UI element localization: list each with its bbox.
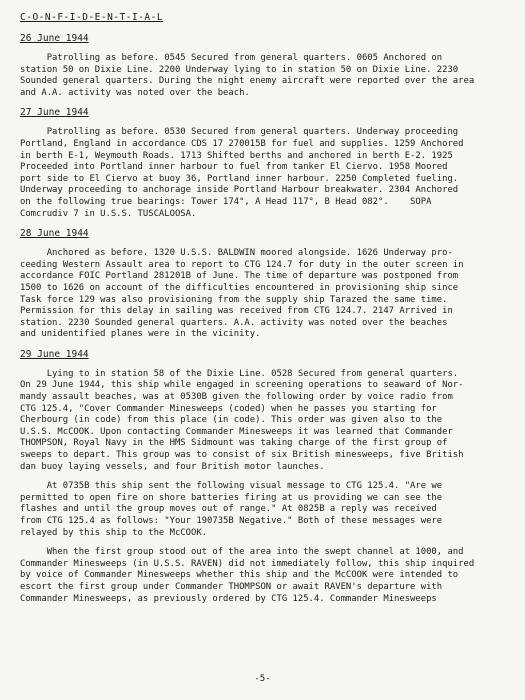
entry-paragraph: Patrolling as before. 0545 Secured from general quarters. 0605 Anchored on station 50 on Dixie Line. 2200 Underway lying to in station 50 on Dixie Line. 2230 Sounded general quarters. During the night enemy aircraft were reported over the area and A.A. activity was noted over the beach.: [20, 53, 475, 98]
entry-paragraph: Lying to in station 58 of the Dixie Line. 0528 Secured from general quarters. On 29 June 1944, this ship while engaged in screening operations to seaward of Nor- mandy assault beaches, was at 0530B given the following order by voice radio from CTG 125.4, "Cover Commander Minesweeps (coded) when he passes you starting for Cherbourg (in code) from this place (in code). This order was given also to the U.S.S. McCOOK. Upon contacting Commander Minesweeps it was learned that Commander THOMPSON, Royal Navy in the HMS Sidmount was taking charge of the first group of sweeps to depart. This group was to consist of six British minesweeps, five British dan buoy laying vessels, and four British motor launches.: [20, 368, 464, 472]
entry-paragraph: When the first group stood out of the area into the swept channel at 1000, and Commander Minesweeps (in U.S.S. RAVEN) did not immediately follow, this ship inquired by voice of Commander Minesweeps whether this ship and the McCOOK were intended to escort the first group under Commander THOMPSON or await RAVEN's departure with Commander Minesweeps, as previously ordered by CTG 125.4. Commander Minesweeps: [20, 547, 475, 604]
entry-paragraph: Patrolling as before. 0530 Secured from general quarters. Underway proceeding Portland, England in accordance CDS 17 270015B for fuel and supplies. 1259 Anchored in berth E-1, Weymouth Roads. 1713 Shifted berths and anchored in berth E-2. 1925 Proceeded into Portland inner harbour to fuel from tanker El Ciervo. 1958 Moored port side to El Ciervo at buoy 36, Portland inner harbour. 2250 Completed fueling. Underway proceeding to anchorage inside Portland Harbour breakwater. 2304 Anchored on the following true bearings: Tower 174°, A Head 117°, B Head 082°. SOPA Comcrudiv 7 in U.S.S. TUSCALOOSA.: [20, 127, 464, 219]
log-entry-26-june: [20, 33, 499, 99]
entry-date: 27 June 1944: [20, 107, 89, 119]
log-entry-27-june: [20, 107, 499, 220]
log-entry-28-june: [20, 228, 499, 341]
entry-paragraph: Anchored as before. 1320 U.S.S. BALDWIN moored alongside. 1626 Underway pro- ceeding Western Assault area to report to CTG 124.7 for duty in the outer screen in accordance FOIC Portland 281201B of June. The time of departure was postponed from 1500 to 1626 on account of the difficulties encountered in provisioning ship since Task force 129 was also provisioning from the supply ship Tarazed the same time. Permission for this delay in sailing was received from CTG 124.7. 2147 Arrived in station. 2230 Sounded general quarters. A.A. activity was noted over the beaches and unidentified planes were in the vicinity.: [20, 248, 464, 340]
log-entry-29-june: [20, 349, 499, 605]
entry-date: 26 June 1944: [20, 33, 89, 44]
page-number: -5-: [254, 674, 271, 684]
entry-paragraph: At 0735B this ship sent the following visual message to CTG 125.4. "Are we permitted to open fire on shore batteries firing at us providing we can see the flashes and until the group moves out of range." At 0825B a reply was received from CTG 125.4 as follows: "Your 190735B Negative." Both of these messages were relayed by this ship to the McCOOK.: [20, 481, 443, 538]
entry-date: 29 June 1944: [20, 348, 89, 360]
classification-header: C-O-N-F-I-D-E-N-T-I-A-L: [20, 12, 164, 23]
entry-date: 28 June 1944: [20, 228, 89, 240]
